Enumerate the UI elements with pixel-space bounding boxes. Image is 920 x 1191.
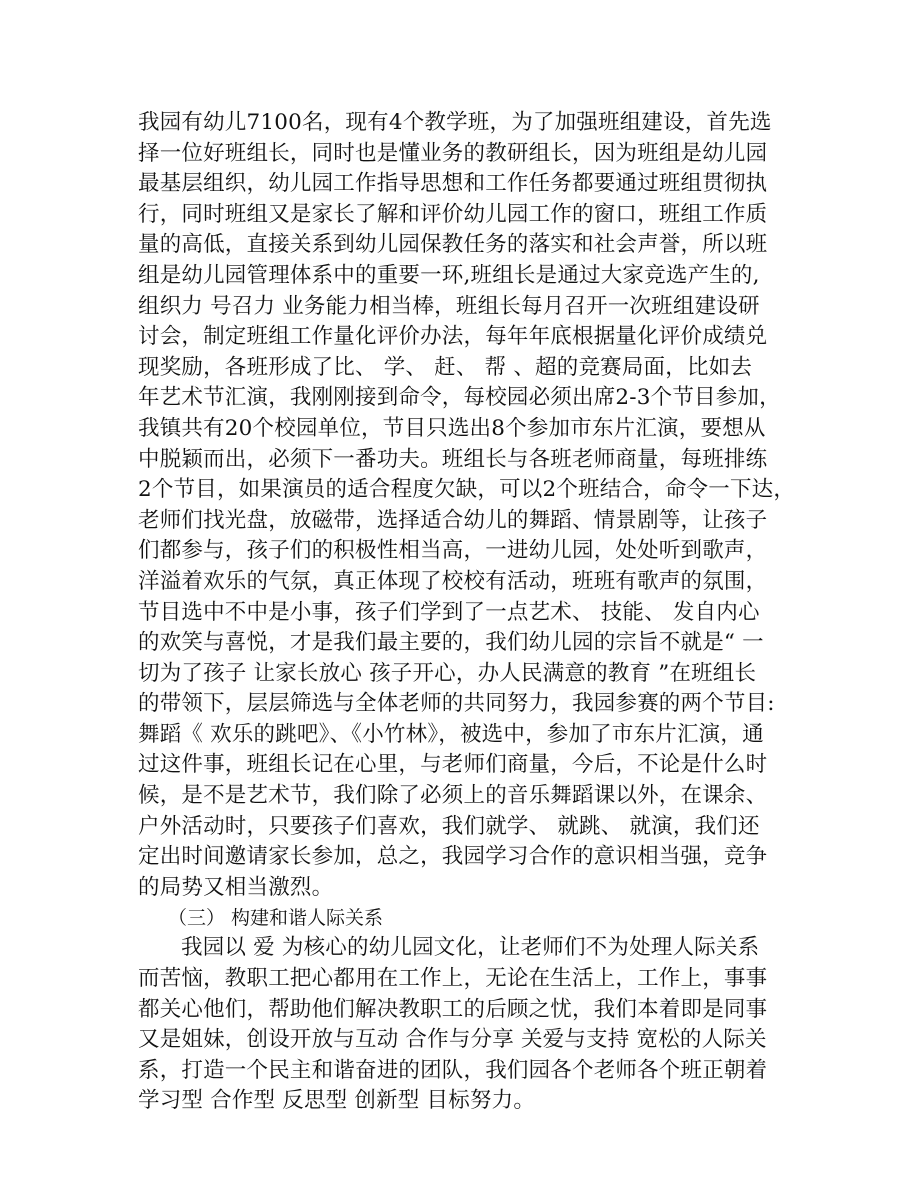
text-line: 最基层组织，幼儿园工作指导思想和工作任务都要通过班组贯彻执 [138,171,768,197]
text-line: 们都参与，孩子们的积极性相当高，一进幼儿园，处处听到歌声， [138,538,768,564]
text-line: 定出时间邀请家长参加，总之，我园学习合作的意识相当强，竞争 [138,844,768,870]
text-line: 我园以 爱 为核心的幼儿园文化，让老师们不为处理人际关系 [181,935,760,961]
text-line: 切为了孩子 让家长放心 孩子开心，办人民满意的教育 ”在班组长 [138,660,757,686]
text-line: 年艺术节汇演，我刚刚接到命令，每校园必须出席2-3个节目参加， [138,385,781,411]
text-line: 的欢笑与喜悦，才是我们最主要的，我们幼儿园的宗旨不就是“ 一 [138,630,764,656]
text-line: 洋溢着欢乐的气氛，真正体现了校校有活动，班班有歌声的氛围， [138,568,768,594]
text-line: 我园有幼儿7100名，现有4个教学班，为了加强班组建设，首先选 [138,110,772,135]
text-line: 都关心他们，帮助他们解决教职工的后顾之忧，我们本着即是同事 [138,996,768,1022]
text-line: 中脱颖而出，必须下一番功夫。班组长与各班老师商量，每班排练 [138,446,768,472]
text-line: 组是幼儿园管理体系中的重要一环,班组长是通过大家竞选产生的, [138,262,760,288]
paragraph-harmonious-relations [138,933,788,1117]
text-line: 的局势又相当激烈。 [138,874,334,900]
text-line: 2个节目，如果演员的适合程度欠缺，可以2个班结合，命令一下达， [138,477,796,503]
text-line: 户外活动时，只要孩子们喜欢，我们就学、 就跳、 就演，我们还 [138,813,760,839]
text-line: 过这件事，班组长记在心里，与老师们商量，今后，不论是什么时 [138,752,768,778]
text-line: 系，打造一个民主和谐奋进的团队，我们园各个老师各个班正朝着 [138,1057,768,1083]
text-line: 老师们找光盘，放磁带，选择适合幼儿的舞蹈、情景剧等，让孩子 [138,507,768,533]
text-line: 行，同时班组又是家长了解和评价幼儿园工作的窗口，班组工作质 [138,201,768,227]
text-line: 现奖励，各班形成了比、 学、 赶、 帮 、超的竞赛局面，比如去 [138,354,753,380]
text-line: 讨会，制定班组工作量化评价办法，每年年底根据量化评价成绩兑 [138,324,768,350]
text-line: 的带领下，层层筛选与全体老师的共同努力，我园参赛的两个节目: [138,691,775,717]
text-line: 择一位好班组长，同时也是懂业务的教研组长，因为班组是幼儿园 [138,140,768,166]
text-line: 节目选中不中是小事，孩子们学到了一点艺术、 技能、 发自内心 [138,599,760,625]
document-body [138,108,796,1117]
text-line: 舞蹈《 欢乐的跳吧》、《小竹林》，被选中，参加了市东片汇演，通 [138,721,764,747]
text-line: 而苦恼，教职工把心都用在工作上，无论在生活上，工作上，事事 [138,966,768,992]
text-line: 候，是不是艺术节，我们除了必须上的音乐舞蹈课以外，在课余、 [138,783,768,809]
text-line: 我镇共有20个校园单位，节目只选出8个参加市东片汇演，要想从 [138,415,766,441]
text-line: 组织力 号召力 业务能力相当棒，班组长每月召开一次班组建设研 [138,293,760,319]
text-line: 学习型 合作型 反思型 创新型 目标努力。 [138,1088,536,1114]
text-line: 又是姐妹，创设开放与互动 合作与分享 关爱与支持 宽松的人际关 [138,1027,767,1053]
section-heading: （三） 构建和谐人际关系 [168,907,384,930]
text-line: 量的高低，直接关系到幼儿园保教任务的落实和社会声誉，所以班 [138,232,768,258]
paragraph-class-team-building [138,108,796,903]
